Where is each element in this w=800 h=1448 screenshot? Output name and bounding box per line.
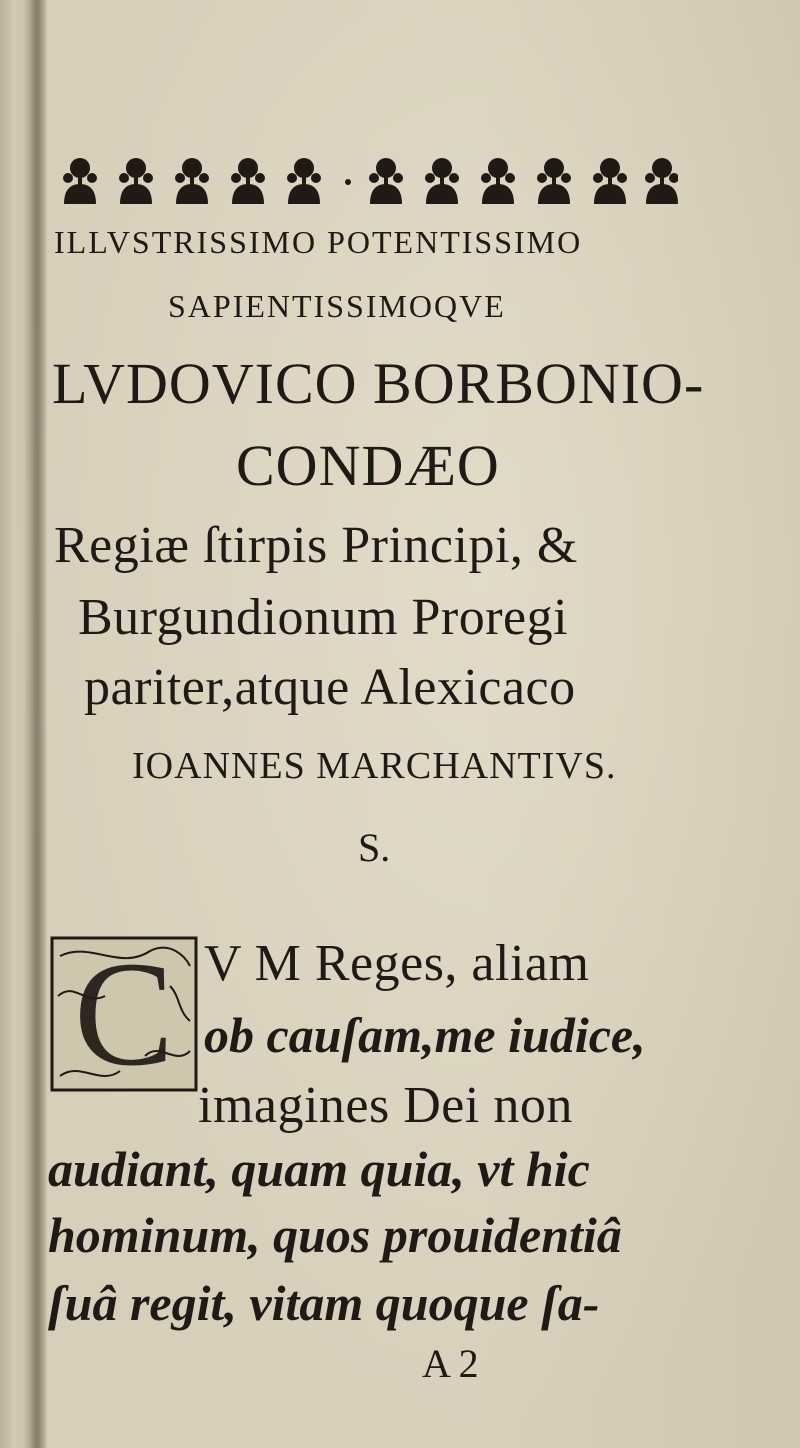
dedication-author: IOANNES MARCHANTIVS. — [132, 745, 617, 787]
body-line-6: ſuâ regit, vitam quoque ſa- — [48, 1275, 600, 1331]
dedication-salutation: S. — [358, 825, 391, 870]
fleuron-ornament-band — [58, 148, 678, 212]
body-line-3: imagines Dei non — [198, 1077, 573, 1134]
signature-mark: A 2 — [422, 1341, 479, 1386]
page-gutter — [24, 0, 46, 1448]
body-line-4: audiant, quam quia, vt hic — [48, 1141, 590, 1197]
dedication-line-1: ILLVSTRISSIMO POTENTISSIMO — [54, 224, 583, 260]
dropcap-letter: C — [73, 936, 175, 1092]
dedication-line-4: CONDÆO — [236, 433, 500, 498]
dedication-line-7: pariter,atque Alexicaco — [84, 659, 576, 716]
dedication-line-2: SAPIENTISSIMOQVE — [168, 288, 506, 324]
body-line-5: hominum, quos prouidentiâ — [48, 1207, 622, 1263]
decorated-initial-icon — [50, 936, 198, 1092]
body-line-1: V M Reges, aliam — [204, 935, 590, 992]
body-line-2: ob cauſam,me iudice, — [204, 1007, 646, 1063]
dedication-line-5: Regiæ ſtirpis Principi, & — [54, 517, 578, 574]
dedication-line-6: Burgundionum Proregi — [78, 589, 569, 646]
dedication-line-3: LVDOVICO BORBONIO- — [52, 351, 705, 416]
